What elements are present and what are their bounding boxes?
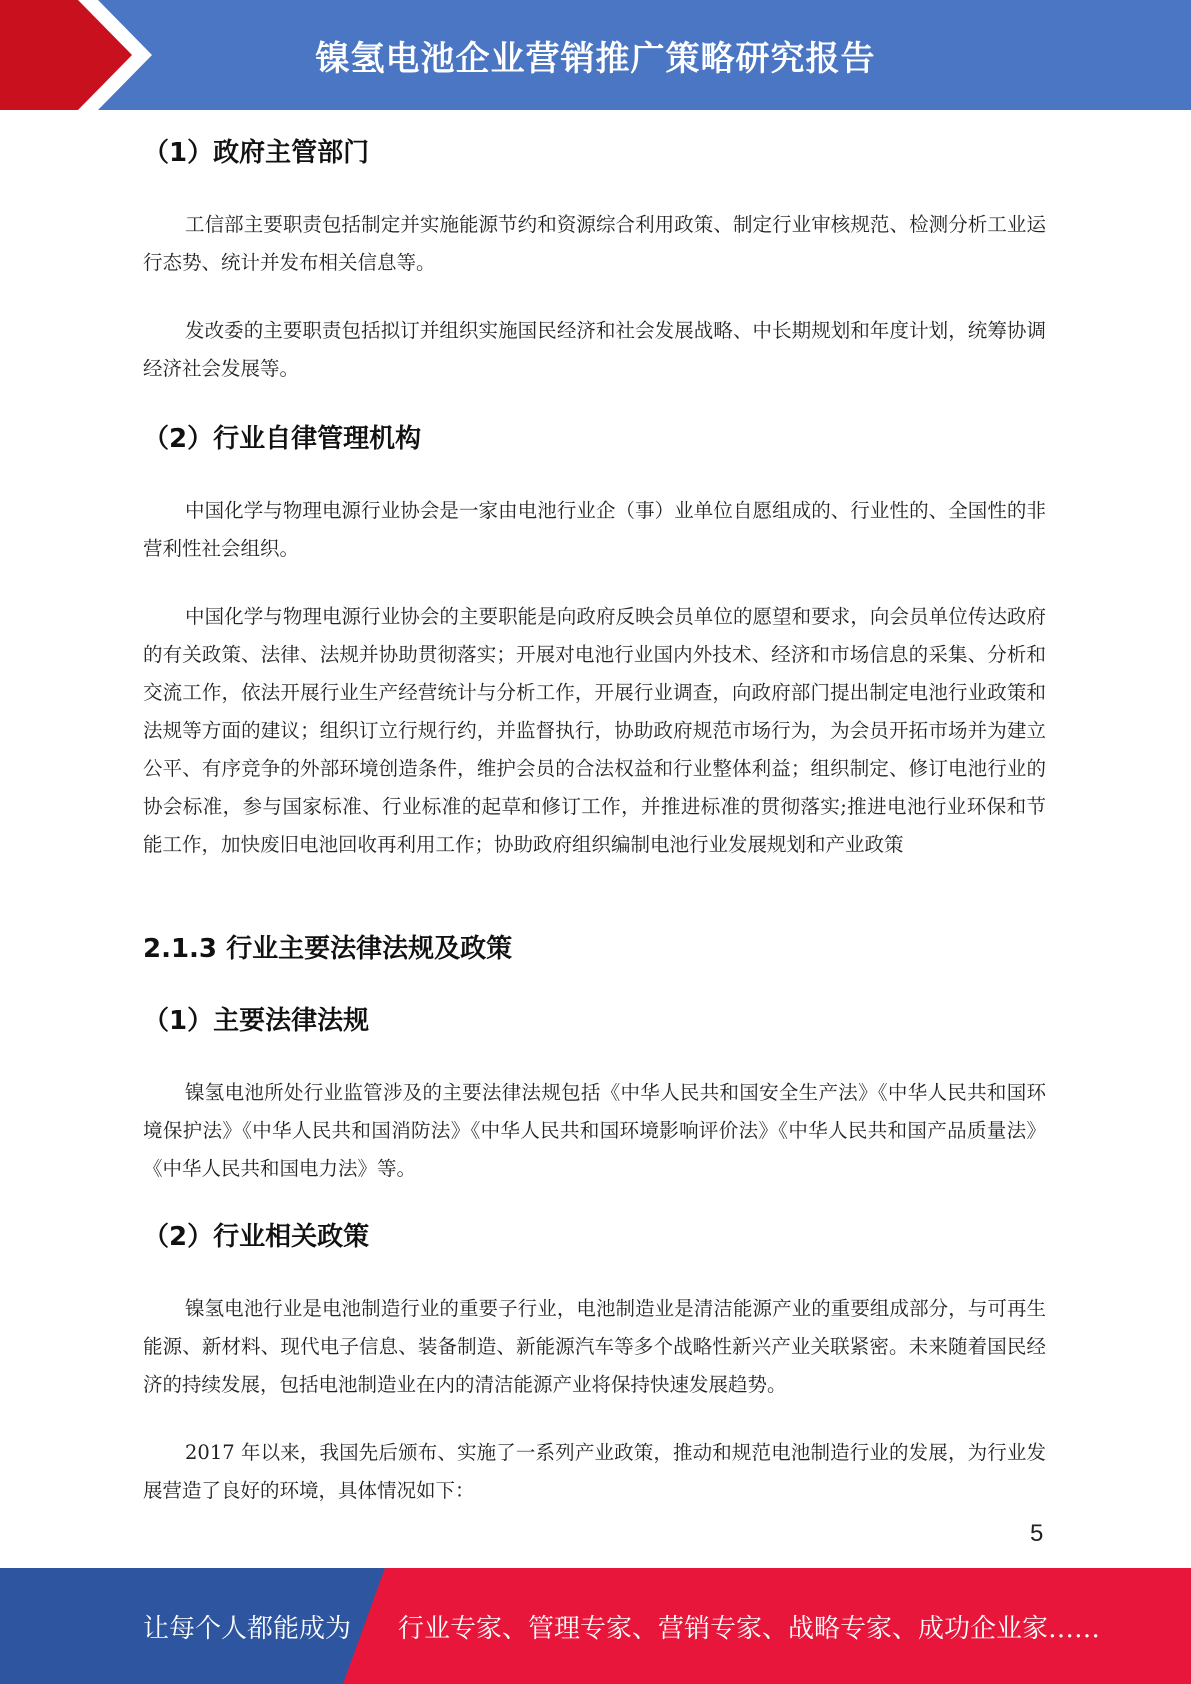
- footer-banner: [0, 1568, 1191, 1684]
- paragraph-policy-overview: 镍氢电池行业是电池制造行业的重要子行业，电池制造业是清洁能源产业的重要组成部分，与可再生能源、新材料、现代电子信息、装备制造、新能源汽车等多个战略性新兴产业关联紧密。未来随着国民经济的持续发展，包括电池制造业在内的清洁能源产业将保持快速发展趋势。: [143, 1297, 1046, 1396]
- heading-self-regulation: （2）行业自律管理机构: [143, 424, 422, 454]
- paragraph-association-functions: 中国化学与物理电源行业协会的主要职能是向政府反映会员单位的愿望和要求，向会员单位传达政府的有关政策、法律、法规并协助贯彻落实；开展对电池行业国内外技术、经济和市场信息的采集、分析和交流工作，依法开展行业生产经营统计与分析工作，开展行业调查，向政府部门提出制定电池行业政策和法规等方面的建议；组织订立行规行约，并监督执行，协助政府规范市场行为，为会员开拓市场并为建立公平、有序竞争的外部环境创造条件，维护会员的合法权益和行业整体利益；组织制定、修订电池行业的协会标准，参与国家标准、行业标准的起草和修订工作，并推进标准的贯彻落实;推进电池行业环保和节能工作，加快废旧电池回收再利用工作；协助政府组织编制电池行业发展规划和产业政策: [143, 605, 1046, 856]
- paragraph-laws: 镍氢电池所处行业监管涉及的主要法律法规包括《中华人民共和国安全生产法》《中华人民共和国环境保护法》《中华人民共和国消防法》《中华人民共和国环境影响评价法》《中华人民共和国产品质量法》《中华人民共和国电力法》等。: [143, 1081, 1046, 1180]
- paragraph-ndrc: 发改委的主要职责包括拟订并组织实施国民经济和社会发展战略、中长期规划和年度计划，统筹协调经济社会发展等。: [143, 319, 1046, 380]
- heading-policies: （2）行业相关政策: [143, 1222, 370, 1252]
- paragraph-policy-since-2017: 2017 年以来，我国先后颁布、实施了一系列产业政策，推动和规范电池制造行业的发展，为行业发展营造了良好的环境，具体情况如下：: [143, 1441, 1046, 1502]
- footer-slogan-left: 让每个人都能成为: [143, 1613, 352, 1644]
- footer-slogan-right: 行业专家、管理专家、营销专家、战略专家、成功企业家……: [398, 1613, 1101, 1644]
- page-number: 5: [1030, 1520, 1044, 1547]
- section-heading-laws: 2.1.3 行业主要法律法规及政策: [143, 934, 513, 964]
- paragraph-association-intro: 中国化学与物理电源行业协会是一家由电池行业企（事）业单位自愿组成的、行业性的、全国性的非营利性社会组织。: [143, 499, 1046, 560]
- heading-government: （1）政府主管部门: [143, 138, 370, 168]
- document-title: 镍氢电池企业营销推广策略研究报告: [315, 38, 876, 79]
- heading-main-laws: （1）主要法律法规: [143, 1006, 370, 1036]
- header-banner: [0, 0, 1191, 110]
- paragraph-miit: 工信部主要职责包括制定并实施能源节约和资源综合利用政策、制定行业审核规范、检测分析工业运行态势、统计并发布相关信息等。: [143, 213, 1046, 274]
